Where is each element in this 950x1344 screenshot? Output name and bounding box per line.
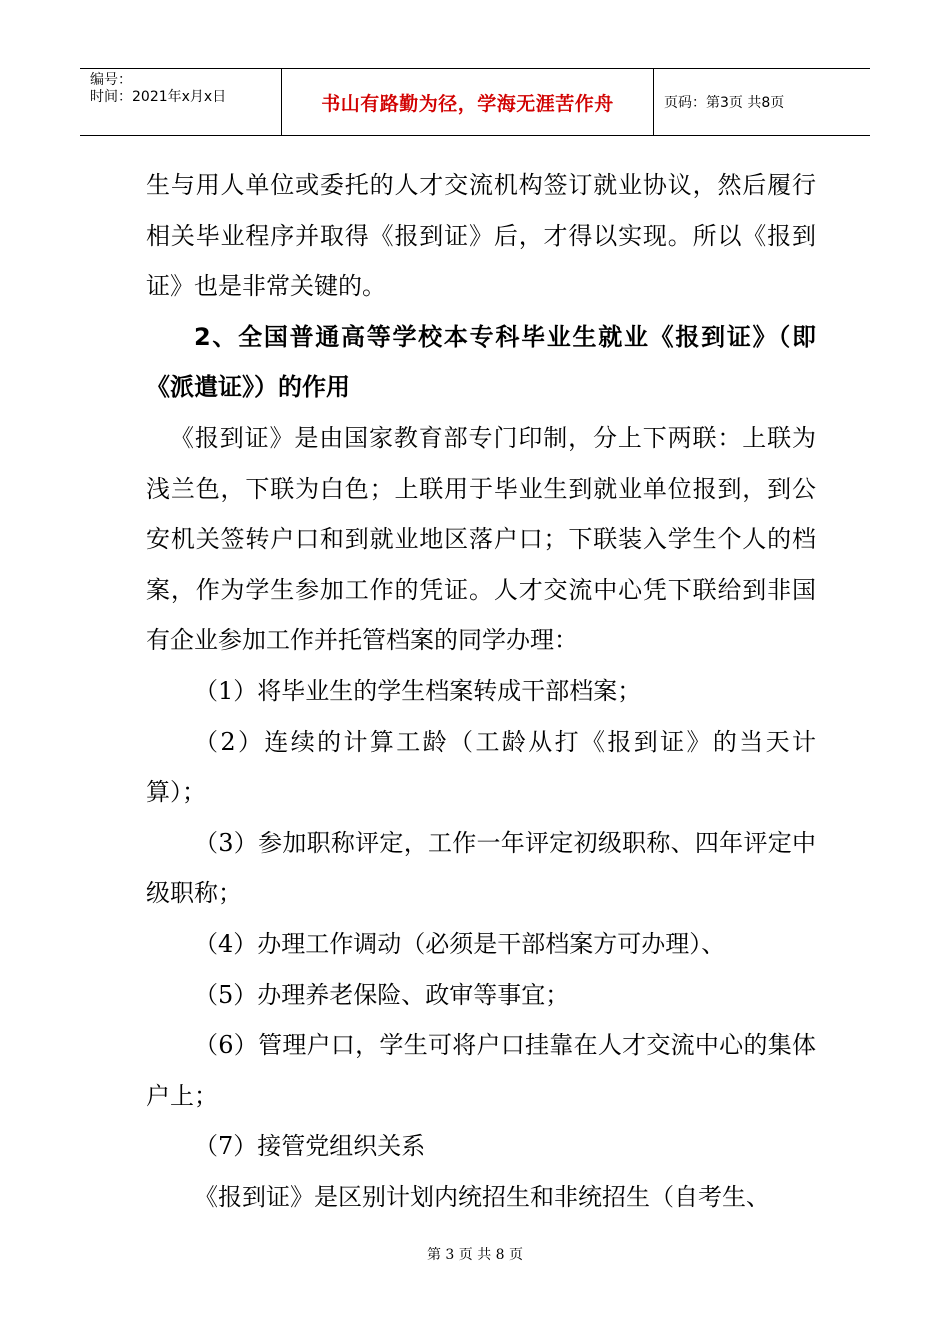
paragraph-distinction: 《报到证》是区别计划内统招生和非统招生（自考生、 [194, 1182, 770, 1211]
header-motto: 书山有路勤为径，学海无涯苦作舟 [282, 69, 654, 135]
list-item-6: （6）管理户口，学生可将户口挂靠在人才交流中心的集体户上； [146, 1031, 816, 1110]
document-body [146, 160, 816, 1222]
paragraph-report-certificate: 《报到证》是由国家教育部专门印制，分上下两联：上联为浅兰色，下联为白色；上联用于毕业生到就业单位报到，到公安机关签转户口和到就业地区落户口；下联装入学生个人的档案，作为学生参加工作的凭证。人才交流中心凭下联给到非国有企业参加工作并托管档案的同学办理： [146, 423, 816, 655]
list-item-1: （1）将毕业生的学生档案转成干部档案； [194, 676, 642, 705]
list-item-5: （5）办理养老保险、政审等事宜； [194, 980, 570, 1009]
list-item-3: （3）参加职称评定，工作一年评定初级职称、四年评定中级职称； [146, 828, 816, 908]
list-item-7: （7）接管党组织关系 [194, 1132, 426, 1161]
document-date: 时间：2021年x月x日 [90, 89, 227, 105]
header-page-info: 页码：第3页 共8页 [664, 95, 785, 111]
list-item-4: （4）办理工作调动（必须是干部档案方可办理）、 [194, 929, 726, 958]
page-header [80, 68, 870, 136]
paragraph-continuation: 生与用人单位或委托的人才交流机构签订就业协议，然后履行相关毕业程序并取得《报到证》后，才得以实现。所以《报到证》也是非常关键的。 [146, 171, 816, 301]
section-heading: 2、全国普通高等学校本专科毕业生就业《报到证》（即《派遣证》）的作用 [146, 322, 816, 402]
page-footer: 第 3 页 共 8 页 [426, 1247, 524, 1263]
list-item-2: （2）连续的计算工龄（工龄从打《报到证》的当天计算）； [146, 727, 816, 807]
document-number-label: 编号： [90, 72, 132, 88]
header-meta-cell [80, 69, 282, 135]
